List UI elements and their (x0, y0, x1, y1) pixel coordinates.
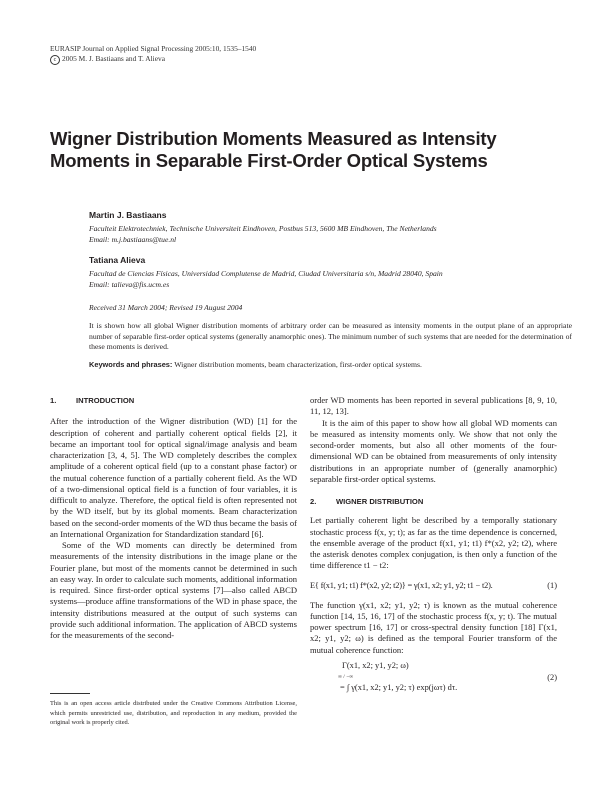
section-heading-wigner-distribution: 2. WIGNER DISTRIBUTION (310, 497, 424, 506)
keywords-label: Keywords and phrases: (89, 360, 173, 369)
equation-2-lhs: Γ(x1, x2; y1, y2; ω) (342, 660, 409, 670)
title-line-2: Moments in Separable First-Order Optical Systems (50, 150, 488, 171)
right-column (310, 395, 557, 706)
wd-paragraph-2: The function γ(x1, x2; y1, y2; τ) is known as the mutual coherence function [14, 15, 16, 17] of the stochastic process f(x, y; t). The mutual power spectrum [16, 17] or cross-spectral density function [18] Γ(x1, x2; y1, y2; ω) is defined as the temporal Fourier transform of the mutual coherence function: (310, 599, 557, 655)
author-email: Email: talieva@fis.ucm.es (89, 279, 170, 289)
equation-2-rhs: = ∫ γ(x1, x2; y1, y2; τ) exp(jωτ) dτ. (340, 682, 458, 692)
copyright-line: c 2005 M. J. Bastiaans and T. Alieva (50, 54, 256, 65)
author-email: Email: m.j.bastiaans@tue.nl (89, 234, 177, 244)
keywords (89, 360, 572, 371)
intro-paragraph-2: Some of the WD moments can directly be determined from measurements of the intensity distributions in the image plane or the Fourier plane, but most of the moments cannot be determined in such an easy way. In order to calculate such moments, additional information is required. Since first-order optical systems [7]—also called ABCD systems—produce affine transformations of the WD in phase space, the intensity distributions measured at the output of such systems can provide such additional information. The application of ABCD systems for the measurements of the second- (50, 540, 297, 640)
author-affiliation: Facultad de Ciencias Físicas, Universidad Complutense de Madrid, Ciudad Universitaria s/n, Madrid 28040, Spain (89, 269, 443, 278)
equation-2-limits: ∞ / −∞ (338, 673, 354, 680)
wd-paragraph-1: Let partially coherent light be described by a temporally stationary stochastic process f(x, y; t); as far as the time dependence is concerned, the ensemble average of the product f(x1, y1; t1) f*(x2, y2; t2), where the asterisk denotes complex conjugation, is then only a function of the time difference t1 − t2: (310, 515, 557, 571)
section-heading-introduction: 1. INTRODUCTION (50, 396, 135, 405)
copyright-icon: c (50, 55, 60, 65)
intro-paragraph-4: It is the aim of this paper to show how all global WD moments can be measured as intensity moments only. We show that not only the second-order moments, but also all other moments of the four-dimensional WD can be obtained from measurements of only intensity distributions in an appropriate number of (generally anamorphic) separable first-order optical systems. (310, 417, 557, 484)
footnote: This is an open access article distributed under the Creative Commons Attribution License, which permits unrestricted use, distribution, and reproduction in any medium, provided the original work is properly cited. (50, 700, 297, 726)
footnote-rule (50, 693, 90, 694)
author-block-2 (89, 254, 569, 290)
author-block-1 (89, 209, 569, 245)
left-column (50, 395, 297, 641)
author-name: Martin J. Bastiaans (89, 210, 167, 220)
received-dates: Received 31 March 2004; Revised 19 August 2004 (89, 303, 243, 312)
journal-citation: EURASIP Journal on Applied Signal Processing 2005:10, 1535–1540 (50, 44, 257, 53)
author-affiliation: Faculteit Elektrotechniek, Technische Universiteit Eindhoven, Postbus 513, 5600 MB Eindhoven, The Netherlands (89, 224, 437, 233)
abstract: It is shown how all global Wigner distribution moments of arbitrary order can be measured as intensity moments in the output plane of an appropriate number of separable first-order optical systems (generally anamorphic ones). The minimum number of such systems that are needed for the determination of these moments is derived. (89, 321, 572, 352)
intro-paragraph-1: After the introduction of the Wigner distribution (WD) [1] for the description of coherent and partially coherent optical fields [2], it became an important tool for optical signal/image analysis and beam characterization [3, 4, 5]. The WD completely describes the complex amplitude of a coherent optical field (up to a constant phase factor) or the mutual coherence function of a partially coherent field. As the WD of a two-dimensional optical field is a function of four variables, it is difficult to analyze. Therefore, the optical field is often represented not by the WD itself, but by its global moments. Beam characterization based on the second-order moments of the WD thus became the basis of an International Organization for Standardization standard [6]. (50, 416, 297, 539)
title-line-1: Wigner Distribution Moments Measured as Intensity (50, 128, 497, 149)
author-name: Tatiana Alieva (89, 255, 146, 265)
equation-1-number: (1) (547, 580, 557, 590)
paper-title (50, 128, 570, 172)
equation-1 (310, 576, 557, 596)
journal-header (50, 44, 256, 65)
equation-1-body: E{ f(x1, y1; t1) f*(x2, y2; t2)} = γ(x1, x2; y1, y2; t1 − t2). (310, 580, 493, 590)
equation-2-number: (2) (547, 672, 557, 682)
keywords-text: Wigner distribution moments, beam characterization, first-order optical systems. (174, 360, 422, 369)
equation-2 (310, 658, 557, 706)
intro-paragraph-3: order WD moments has been reported in several publications [8, 9, 10, 11, 12, 13]. (310, 395, 557, 417)
